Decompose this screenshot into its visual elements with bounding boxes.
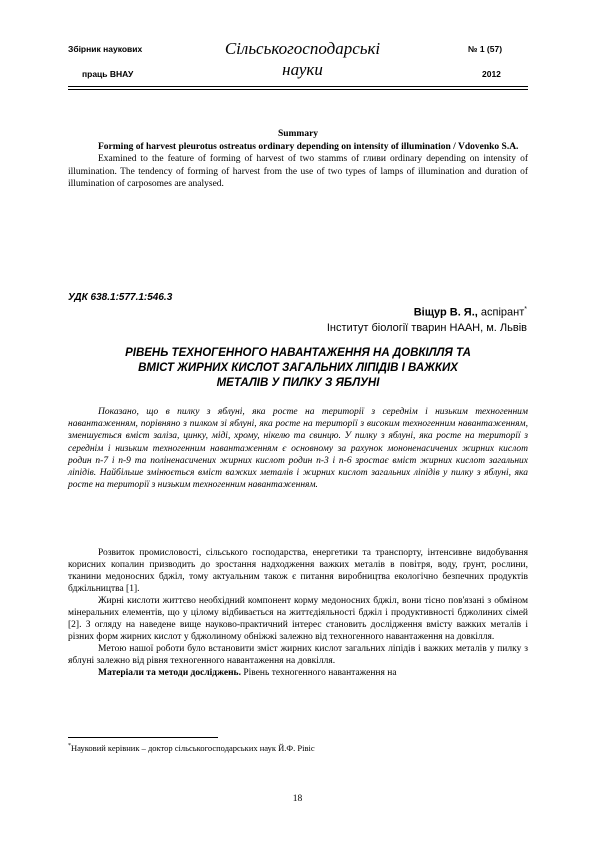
page-number: 18 (292, 794, 303, 804)
methods-text: Рівень техногенного навантаження на (240, 668, 397, 678)
author-affiliation: Інститут біології тварин НААН, м. Львів (326, 321, 527, 334)
footnote-rule (68, 737, 218, 738)
summary-heading: Summary (277, 129, 319, 139)
journal-name-line2: праць ВНАУ (82, 69, 134, 79)
issue-year: 2012 (482, 69, 501, 79)
journal-title (200, 38, 405, 80)
author-role: аспірант (477, 306, 525, 319)
author-footnote-mark: * (524, 306, 527, 313)
methods-heading: Матеріали та методи досліджень. (98, 668, 241, 678)
article-title: РІВЕНЬ ТЕХНОГЕННОГО НАВАНТАЖЕННЯ НА ДОВКІЛЛЯ ТА ВМІСТ ЖИРНИХ КИСЛОТ ЗАГАЛЬНИХ ЛІПІДІВ І ВАЖКИХ МЕТАЛІВ У ПИЛКУ З ЯБЛУНІ (125, 347, 471, 389)
author-line (327, 302, 527, 321)
author-block (327, 302, 527, 336)
header-rule-top (68, 86, 528, 87)
udc-code: УДК 638.1:577.1:546.3 (68, 292, 173, 303)
article-body (68, 547, 528, 679)
abstract: Показано, що в пилку з яблуні, яка росте на території з середнім і низьким техногенним навантаженням, порівняно з пилком зі яблуні, яка росте на території з високим техногенним навантаженням, зменшується вміст заліза, цинку, міді, хрому, нікелю та свинцю. У пилку з яблуні, яка росте на території з середнім і низьким техногенним навантаженням є основному за рахунок мононенасичених жирних кислот родин n-7 і n-9 та поліненасичених жирних кислот родин n-3 і n-6 зростає вміст жирних кислот загальних ліпідів. Найбільше змінюється вміст важких металів і жирних кислот загальних ліпідів у пилку з яблуні, яка росте на території з низьким техногенним навантаженням. (68, 407, 528, 491)
issue-number: № 1 (57) (468, 44, 503, 54)
footnote-text: Науковий керівник – доктор сільськогосподарських наук Й.Ф. Рівіс (71, 742, 315, 753)
journal-name-line1: Збірник наукових (68, 44, 143, 54)
journal-title-line2: науки (282, 60, 323, 79)
journal-title-line1: Сільськогосподарські (224, 39, 381, 58)
summary-section (68, 128, 528, 191)
body-paragraph-3: Метою нашої роботи було встановити зміст жирних кислот загальних ліпідів і важких металів у пилку з яблуні залежно від рівня техногенного навантаження на довкілля. (68, 644, 528, 666)
summary-title: Forming of harvest pleurotus ostreatus ordinary depending on intensity of illumination / Vdovenko S.A. (98, 141, 519, 152)
body-paragraph-4 (68, 667, 528, 679)
body-paragraph-2: Жирні кислоти життєво необхідний компонент корму медоносних бджіл, вони тісно пов'язані з обміном мінеральних елементів, що у цілому відбивається на життєдіяльності бджіл і продуктивності бджолиних сімей [2]. З огляду на наведене вище науково-практичний інтерес становить дослідження вмісту важких металів і різних форм жирних кислот у бджолиному обніжжі залежно від техногенного навантаження на довкілля. (68, 596, 528, 642)
summary-text: Examined to the feature of forming of harvest of two stamms of гливи ordinary depending on intensity of illumination. The tendency of forming of harvest from the use of two types of lamps of illumination and duration of illumination of carposomes are analysed. (68, 154, 528, 189)
author-name: Віщур В. Я., (413, 306, 478, 319)
body-paragraph-1: Розвиток промисловості, сільського господарства, енергетики та транспорту, інтенсивне видобування корисних копалин призводить до зростання надходження важких металів в повітря, воду, ґрунт, рослини, тканини медоносних бджіл, тому актуальним також є питання виробництва екологічно безпечних продуктів бджільництва [1]. (68, 548, 528, 594)
header-rule-bottom (68, 89, 528, 90)
footnote (68, 741, 315, 754)
footnote-mark: * (68, 743, 71, 749)
